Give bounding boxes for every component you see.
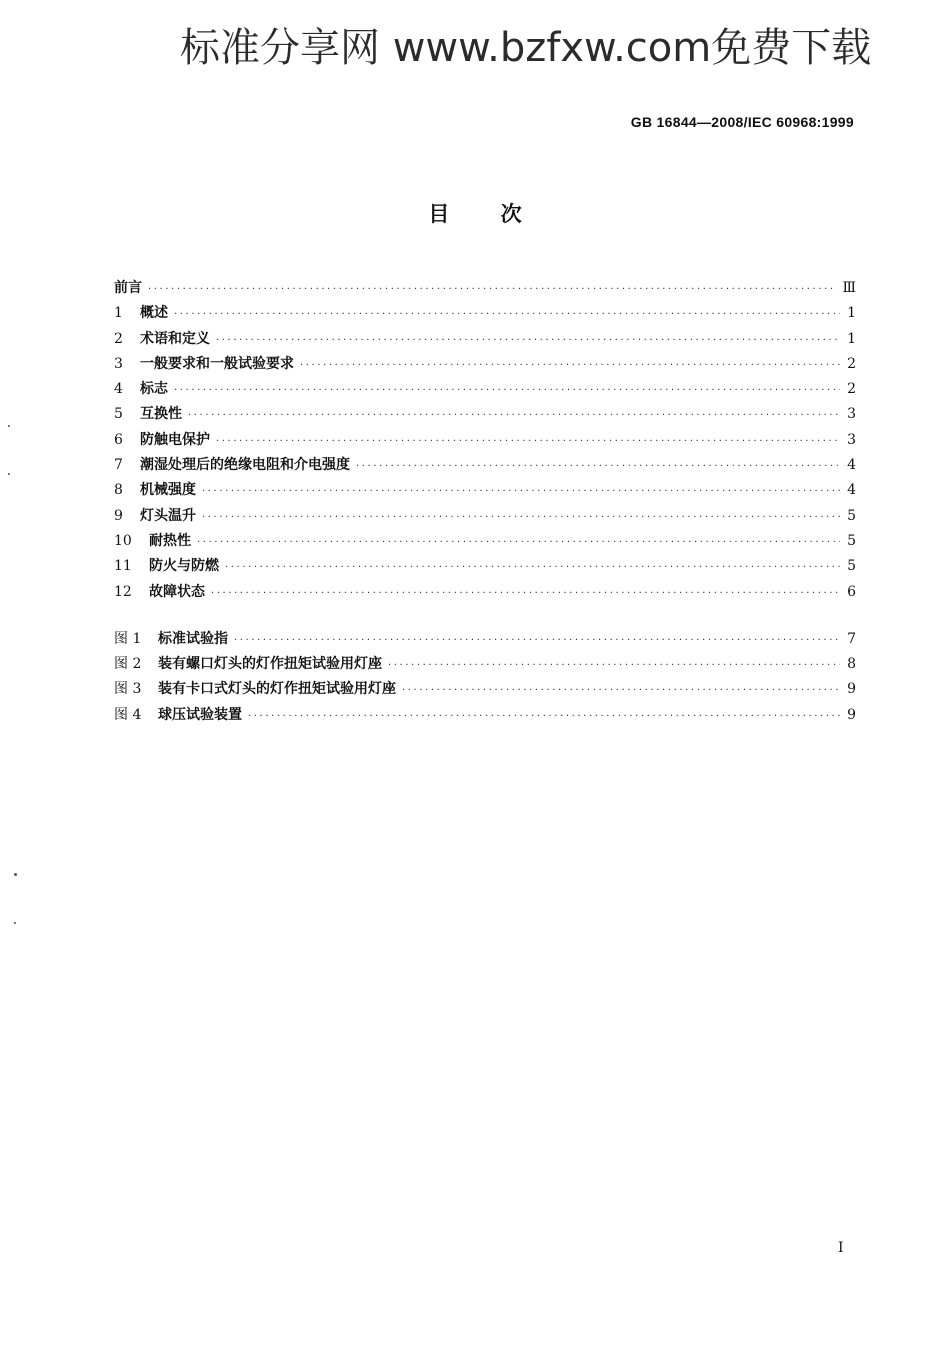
toc-page: 3 bbox=[847, 431, 856, 448]
toc-page: Ⅲ bbox=[842, 280, 856, 296]
toc-page: 5 bbox=[847, 532, 856, 549]
toc-label: 概述 bbox=[140, 305, 168, 322]
toc-number: 7 bbox=[114, 457, 123, 474]
dot-leader bbox=[211, 584, 840, 604]
scan-speck bbox=[14, 922, 16, 924]
toc-entry[interactable] bbox=[114, 506, 856, 531]
figure-page: 7 bbox=[847, 630, 856, 647]
figure-entry[interactable] bbox=[114, 654, 856, 679]
figure-number: 图 3 bbox=[114, 681, 142, 698]
toc-page: 2 bbox=[847, 355, 856, 372]
figure-number: 图 1 bbox=[114, 630, 142, 647]
toc-number: 9 bbox=[114, 507, 123, 524]
figure-label: 球压试验装置 bbox=[158, 706, 242, 723]
toc-label: 耐热性 bbox=[149, 532, 191, 549]
toc-page: 5 bbox=[847, 507, 856, 524]
figure-label: 装有螺口灯头的灯作扭矩试验用灯座 bbox=[158, 656, 382, 673]
toc-page: 6 bbox=[847, 583, 856, 600]
toc-number: 11 bbox=[114, 558, 132, 575]
toc-label: 防触电保护 bbox=[140, 431, 210, 448]
toc-title: 目 次 bbox=[428, 202, 522, 226]
toc-number: 4 bbox=[114, 381, 123, 398]
scan-speck bbox=[14, 873, 17, 876]
watermark-banner: 标准分享网 www.bzfxw.com免费下载 bbox=[180, 25, 872, 71]
toc-number: 8 bbox=[114, 482, 123, 499]
toc-entry[interactable] bbox=[114, 354, 856, 379]
dot-leader bbox=[356, 457, 840, 477]
figure-number: 图 4 bbox=[114, 706, 142, 723]
dot-leader bbox=[300, 356, 840, 376]
toc-label: 互换性 bbox=[140, 406, 182, 423]
dot-leader bbox=[225, 558, 840, 578]
figure-entry[interactable] bbox=[114, 679, 856, 704]
toc-page: 2 bbox=[847, 381, 856, 398]
toc-entry[interactable] bbox=[114, 329, 856, 354]
toc-entry[interactable] bbox=[114, 303, 856, 328]
figure-entry[interactable] bbox=[114, 629, 856, 654]
dot-leader bbox=[234, 631, 840, 651]
figure-entry[interactable] bbox=[114, 705, 856, 730]
dot-leader bbox=[174, 305, 840, 325]
toc-entry[interactable] bbox=[114, 430, 856, 455]
toc-label: 前言 bbox=[114, 280, 142, 296]
dot-leader bbox=[197, 533, 840, 553]
toc-entry[interactable] bbox=[114, 379, 856, 404]
toc-entry[interactable] bbox=[114, 404, 856, 429]
dot-leader bbox=[202, 482, 840, 502]
dot-leader bbox=[174, 381, 840, 401]
toc-page: 1 bbox=[847, 330, 856, 347]
toc-page: 4 bbox=[847, 482, 856, 499]
toc-entry[interactable] bbox=[114, 531, 856, 556]
toc-number: 5 bbox=[114, 406, 123, 423]
dot-leader bbox=[248, 707, 840, 727]
page-number: I bbox=[838, 1240, 844, 1256]
toc-label: 故障状态 bbox=[149, 583, 205, 600]
dot-leader bbox=[216, 432, 840, 452]
toc-entry[interactable] bbox=[114, 556, 856, 581]
figure-page: 9 bbox=[847, 681, 856, 698]
toc-number: 12 bbox=[114, 583, 132, 600]
figure-label: 标准试验指 bbox=[158, 630, 228, 647]
toc-number: 3 bbox=[114, 355, 123, 372]
figure-page: 8 bbox=[847, 656, 856, 673]
dot-leader bbox=[188, 406, 840, 426]
standard-code: GB 16844—2008/IEC 60968:1999 bbox=[630, 114, 854, 130]
toc-entry[interactable] bbox=[114, 455, 856, 480]
section-gap bbox=[114, 607, 856, 629]
dot-leader bbox=[402, 681, 840, 701]
toc-label: 灯头温升 bbox=[140, 507, 196, 524]
toc-label: 潮湿处理后的绝缘电阻和介电强度 bbox=[140, 457, 350, 474]
toc-entry[interactable] bbox=[114, 480, 856, 505]
figure-number: 图 2 bbox=[114, 656, 142, 673]
toc-number: 1 bbox=[114, 305, 123, 322]
dot-leader bbox=[388, 656, 840, 676]
toc-label: 术语和定义 bbox=[140, 330, 210, 347]
toc-label: 标志 bbox=[140, 381, 168, 398]
dot-leader bbox=[216, 331, 840, 351]
toc-entry-preface[interactable] bbox=[114, 278, 856, 303]
toc-label: 一般要求和一般试验要求 bbox=[140, 355, 294, 372]
toc-page: 5 bbox=[847, 558, 856, 575]
table-of-contents bbox=[114, 278, 856, 730]
toc-number: 6 bbox=[114, 431, 123, 448]
toc-number: 10 bbox=[114, 532, 132, 549]
scan-speck bbox=[8, 425, 10, 427]
toc-entry[interactable] bbox=[114, 582, 856, 607]
scan-speck bbox=[8, 473, 10, 475]
toc-page: 4 bbox=[847, 457, 856, 474]
toc-page: 1 bbox=[847, 305, 856, 322]
toc-label: 防火与防燃 bbox=[149, 558, 219, 575]
toc-label: 机械强度 bbox=[140, 482, 196, 499]
figure-page: 9 bbox=[847, 706, 856, 723]
dot-leader bbox=[202, 508, 840, 528]
toc-page: 3 bbox=[847, 406, 856, 423]
toc-number: 2 bbox=[114, 330, 123, 347]
figure-label: 装有卡口式灯头的灯作扭矩试验用灯座 bbox=[158, 681, 396, 698]
dot-leader bbox=[148, 280, 836, 300]
